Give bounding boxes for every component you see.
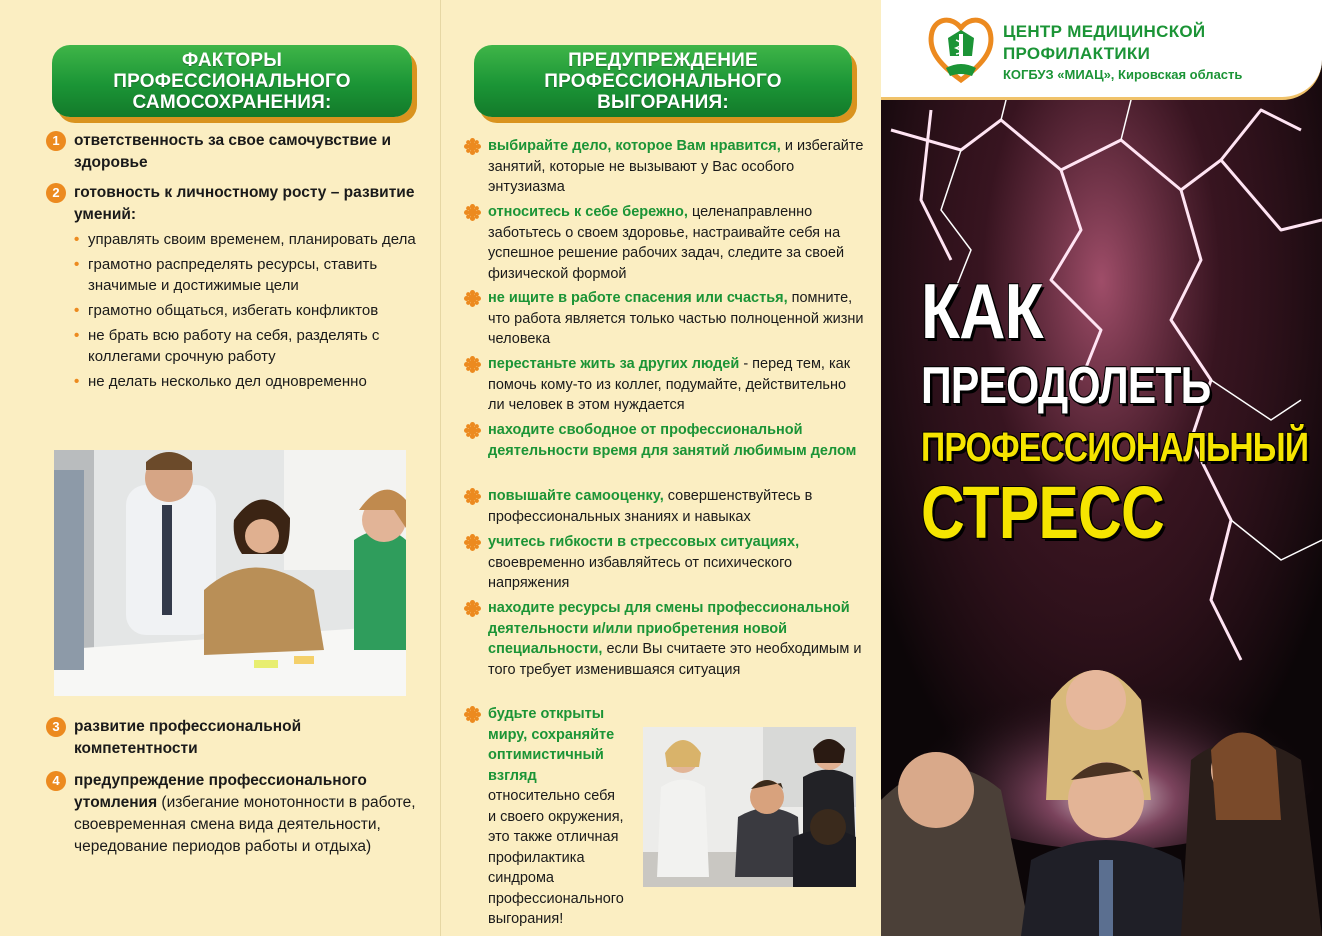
title-line-1: КАК: [921, 267, 1043, 355]
factor-3: 3 развитие профессиональной компетентности: [48, 716, 420, 760]
tip-1: выбирайте дело, которое Вам нравится, и избегайте занятий, которые не вызывают у Вас особого энтузиазма: [464, 136, 864, 198]
cover-panel: [881, 0, 1322, 936]
flower-bullet-icon: [464, 706, 481, 723]
tip-5: находите свободное от профессиональной деятельности время для занятий любимым делом: [464, 420, 864, 461]
tip-6: повышайте самооценку, совершенствуйтесь в профессиональных знаниях и навыках: [464, 486, 864, 527]
tip-8: находите ресурсы для смены профессиональной деятельности и/или приобретения новой специальности, если Вы считаете это необходимым и того требует изменившаяся ситуация: [464, 598, 864, 680]
factors-heading: ФАКТОРЫ ПРОФЕССИОНАЛЬНОГО САМОСОХРАНЕНИЯ:: [52, 45, 412, 117]
list-item: • управлять своим временем, планировать дела: [74, 229, 424, 250]
flower-bullet-icon: [464, 488, 481, 505]
factor-2: 2 готовность к личностному росту – развитие умений:: [48, 182, 420, 226]
flower-bullet-icon: [464, 422, 481, 439]
factor-4: 4 предупреждение профессионального утомления (избегание монотонности в работе, своевременная смена вида деятельности, чередование периодов работы и отдыха): [48, 770, 420, 858]
skills-list: [74, 229, 424, 396]
list-item: • не делать несколько дел одновременно: [74, 371, 424, 392]
office-team-photo: [54, 450, 406, 696]
tip-2: относитесь к себе бережно, целенаправленно заботьтесь о своем здоровье, настраивайте себя на успешное решение рабочих задач, следите за своей физической формой: [464, 202, 864, 284]
title-line-2: ПРЕОДОЛЕТЬ: [921, 357, 1211, 415]
medical-center-logo-icon: [926, 10, 996, 88]
number-badge: 2: [46, 183, 66, 203]
flower-bullet-icon: [464, 356, 481, 373]
logo-bar: [881, 0, 1322, 100]
number-badge: 1: [46, 131, 66, 151]
meeting-photo: [643, 727, 856, 887]
tip-4: перестаньте жить за других людей - перед тем, как помочь кому-то из коллег, подумайте, действительно ли человек в этом нуждается: [464, 354, 864, 416]
flower-bullet-icon: [464, 290, 481, 307]
logo-title-line2: ПРОФИЛАКТИКИ: [1003, 44, 1151, 63]
flower-bullet-icon: [464, 534, 481, 551]
title-line-4: СТРЕСС: [921, 471, 1165, 554]
flower-bullet-icon: [464, 600, 481, 617]
flower-bullet-icon: [464, 138, 481, 155]
tip-3: не ищите в работе спасения или счастья, помните, что работа является только частью полноценной жизни человека: [464, 288, 864, 350]
logo-subtitle: КОГБУЗ «МИАЦ», Кировская область: [1003, 67, 1243, 82]
list-item: • не брать всю работу на себя, разделять с коллегами срочную работу: [74, 325, 424, 367]
factor-1: 1 ответственность за свое самочувствие и здоровье: [48, 130, 420, 174]
number-badge: 3: [46, 717, 66, 737]
flower-bullet-icon: [464, 204, 481, 221]
list-item: • грамотно распределять ресурсы, ставить значимые и достижимые цели: [74, 254, 424, 296]
prevention-heading: ПРЕДУПРЕЖДЕНИЕ ПРОФЕССИОНАЛЬНОГО ВЫГОРАНИЯ:: [474, 45, 852, 117]
title-line-3: ПРОФЕССИОНАЛЬНЫЙ: [921, 424, 1309, 470]
tip-9: будьте открыты миру, сохраняйте оптимистичный взгляд относительно себя и своего окружения, это также отличная профилактика синдрома профессионального выгорания!: [464, 704, 624, 930]
logo-title-line1: ЦЕНТР МЕДИЦИНСКОЙ: [1003, 22, 1206, 41]
tip-7: учитесь гибкости в стрессовых ситуациях, своевременно избавляйтесь от психического напряжения: [464, 532, 864, 594]
list-item: • грамотно общаться, избегать конфликтов: [74, 300, 424, 321]
number-badge: 4: [46, 771, 66, 791]
